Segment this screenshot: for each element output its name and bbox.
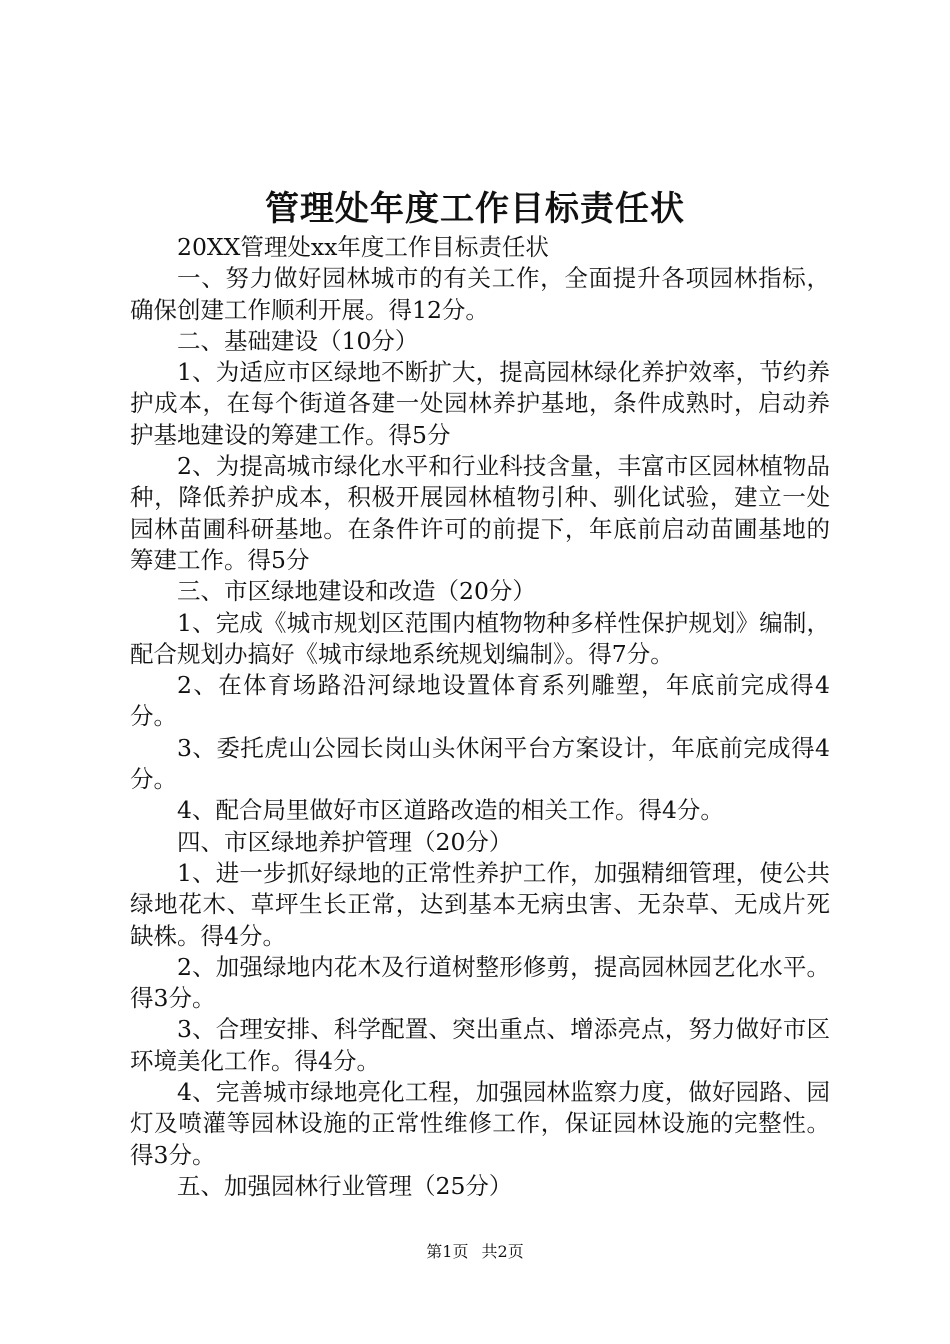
paragraph: 五、加强园林行业管理（25分）	[177, 1171, 513, 1200]
paragraph: 三、市区绿地建设和改造（20分）	[177, 577, 536, 606]
paragraph: 1、进一步抓好绿地的正常性养护工作，加强精细管理，使公共绿地花木、草坪生长正常，达到基本无病虫害、无杂草、无成片死缺株。得4分。	[130, 858, 830, 950]
paragraph: 一、努力做好园林城市的有关工作，全面提升各项园林指标，确保创建工作顺利开展。得12分。	[130, 264, 830, 324]
paragraph: 2、为提高城市绿化水平和行业科技含量，丰富市区园林植物品种，降低养护成本，积极开展园林植物引种、驯化试验，建立一处园林苗圃科研基地。在条件许可的前提下，年底前启动苗圃基地的筹建工作。得5分	[130, 452, 830, 574]
paragraph: 2、加强绿地内花木及行道树整形修剪，提高园林园艺化水平。得3分。	[130, 952, 830, 1013]
paragraph: 20XX管理处xx年度工作目标责任状	[177, 233, 549, 261]
paragraph: 四、市区绿地养护管理（20分）	[177, 827, 513, 856]
document-title: 管理处年度工作目标责任状	[265, 189, 685, 229]
paragraph: 1、为适应市区绿地不断扩大，提高园林绿化养护效率，节约养护成本，在每个街道各建一处园林养护基地，条件成熟时，启动养护基地建设的筹建工作。得5分	[130, 358, 830, 449]
paragraph: 3、委托虎山公园长岗山头休闲平台方案设计，年底前完成得4分。	[130, 733, 830, 794]
paragraph: 二、基础建设（10分）	[177, 326, 419, 355]
page-footer	[0, 1240, 950, 1264]
document-body	[130, 232, 830, 1202]
paragraph: 4、配合局里做好市区道路改造的相关工作。得4分。	[177, 796, 724, 825]
paragraph: 4、完善城市绿地亮化工程，加强园林监察力度，做好园路、园灯及喷灌等园林设施的正常性维修工作，保证园林设施的完整性。得3分。	[130, 1078, 830, 1169]
paragraph: 3、合理安排、科学配置、突出重点、增添亮点，努力做好市区环境美化工作。得4分。	[130, 1015, 830, 1075]
paragraph: 2、在体育场路沿河绿地设置体育系列雕塑，年底前完成得4分。	[130, 671, 830, 731]
page-number: 第1页	[426, 1242, 469, 1261]
paragraph: 1、完成《城市规划区范围内植物物种多样性保护规划》编制，配合规划办搞好《城市绿地系统规划编制》。得7分。	[130, 608, 830, 668]
page-total: 共2页	[481, 1242, 524, 1261]
